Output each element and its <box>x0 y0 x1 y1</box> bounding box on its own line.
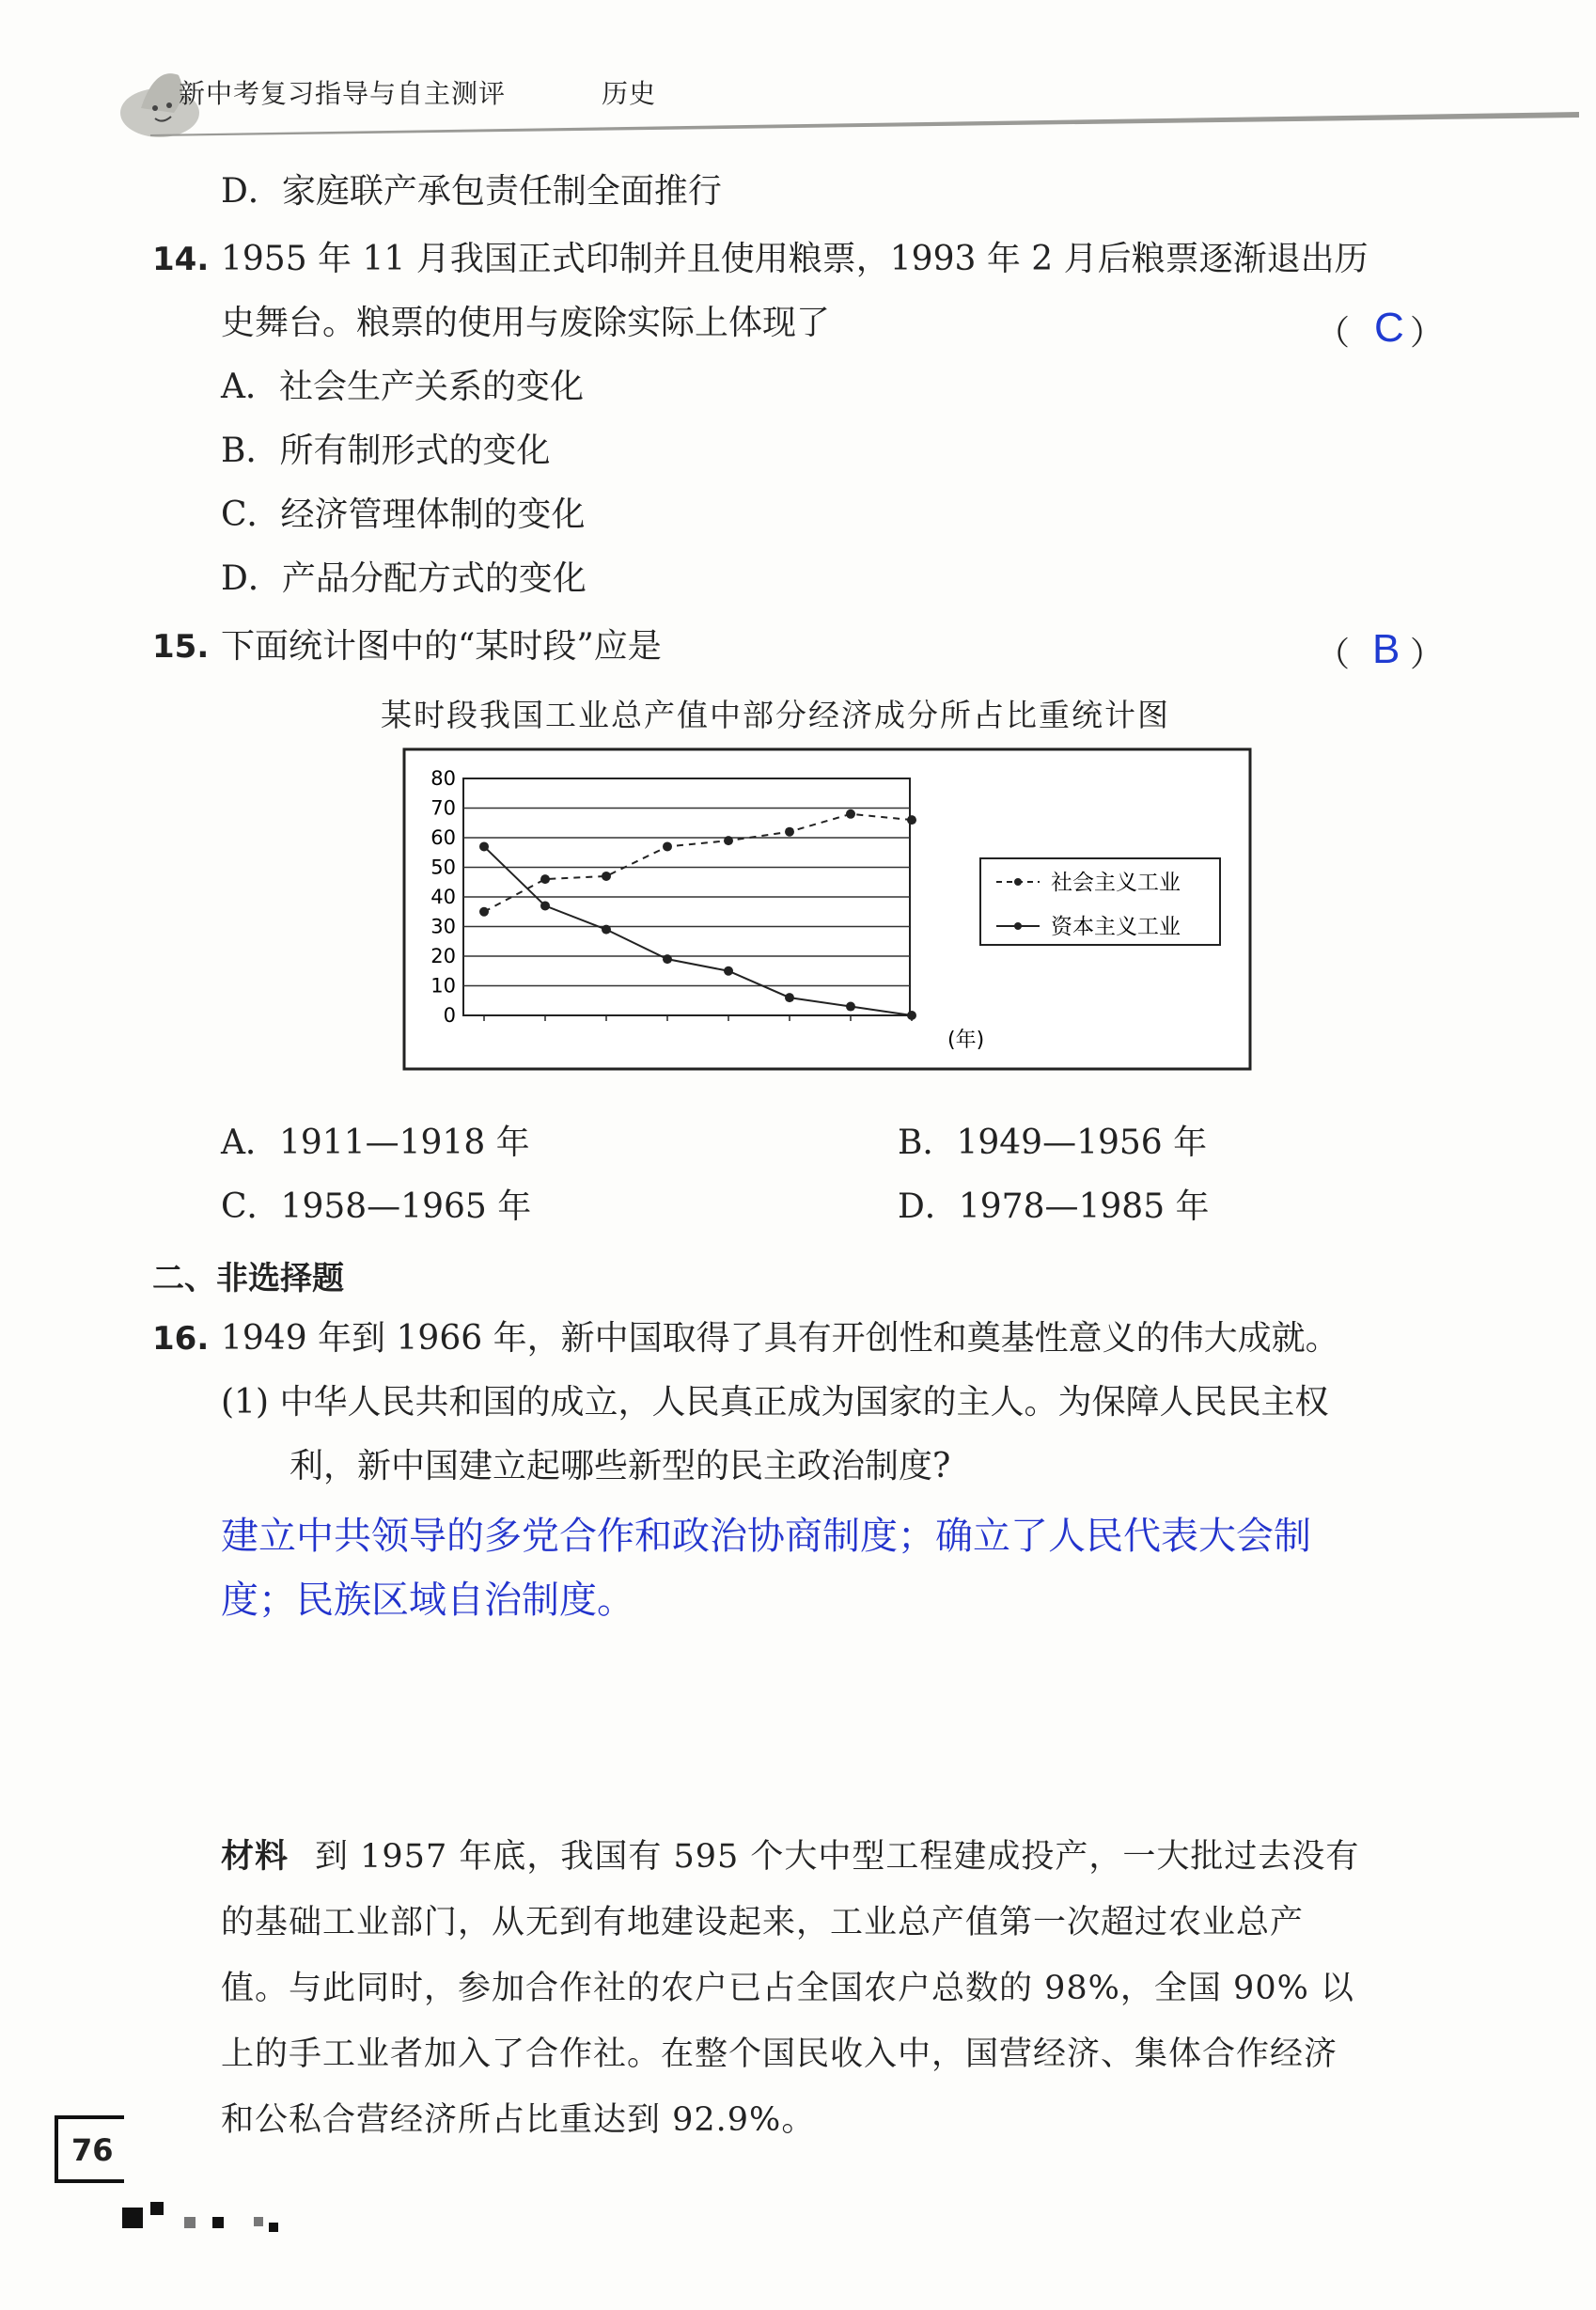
footer-decoration <box>122 2200 310 2238</box>
y-tick-label: 40 <box>430 886 456 908</box>
q13-option-d: D．家庭联产承包责任制全面推行 <box>221 172 722 211</box>
data-point-capitalist <box>724 966 733 976</box>
q16-answer-line1: 建立中共领导的多党合作和政治协商制度；确立了人民代表大会制 <box>221 1515 1311 1558</box>
q15-option-c: C．1958—1965 年 <box>221 1187 532 1226</box>
q15-paren-close: ） <box>1410 636 1445 674</box>
material-line5: 和公私合营经济所占比重达到 92.9%。 <box>221 2101 816 2139</box>
q14-stem-line1: 1955 年 11 月我国正式印制并且使用粮票，1993 年 2 月后粮票逐渐退出历 <box>221 240 1369 278</box>
subject-label: 历史 <box>602 78 657 109</box>
y-tick-label: 0 <box>443 1004 456 1027</box>
q16-stem: 1949 年到 1966 年，新中国取得了具有开创性和奠基性意义的伟大成就。 <box>221 1319 1339 1358</box>
q15-number: 15. <box>152 628 210 666</box>
data-point-capitalist <box>663 954 672 964</box>
data-point-socialist <box>724 836 733 845</box>
data-point-socialist <box>785 827 794 837</box>
header-rule <box>150 108 1579 136</box>
q14-paren-close: ） <box>1410 314 1445 353</box>
q15-option-d: D．1978—1985 年 <box>898 1187 1210 1226</box>
q15-option-a: A．1911—1918 年 <box>221 1124 530 1162</box>
q16-answer-line2: 度；民族区域自治制度。 <box>221 1579 634 1622</box>
y-tick-label: 10 <box>430 974 456 998</box>
legend-label-capitalist: 资本主义工业 <box>1051 915 1181 939</box>
material-label: 材料 <box>221 1838 289 1876</box>
material-line1 <box>221 1824 1359 1890</box>
y-tick-label: 70 <box>430 796 456 820</box>
q14-option-a: A．社会生产关系的变化 <box>221 368 584 406</box>
material-text-1: 到 1957 年底，我国有 595 个大中型工程建成投产，一大批过去没有 <box>315 1838 1360 1876</box>
y-tick-label: 80 <box>430 767 456 790</box>
data-point-socialist <box>479 907 489 917</box>
y-tick-label: 20 <box>430 945 456 967</box>
data-point-capitalist <box>846 1002 855 1012</box>
data-point-capitalist <box>479 841 489 851</box>
q16-number: 16. <box>152 1320 210 1358</box>
line-chart <box>402 747 1253 1072</box>
q16-sub1-line2: 利，新中国建立起哪些新型的民主政治制度? <box>289 1447 951 1485</box>
material-line4: 上的手工业者加入了合作社。在整个国民收入中，国营经济、集体合作经济 <box>221 2035 1338 2073</box>
data-point-socialist <box>907 815 916 825</box>
data-point-capitalist <box>907 1011 916 1020</box>
data-point-capitalist <box>602 925 611 935</box>
q15-paren-open: （ <box>1316 636 1351 674</box>
page-number-box <box>55 2115 124 2183</box>
material-line3: 值。与此同时，参加合作社的农户已占全国农户总数的 98%，全国 90% 以 <box>221 1970 1354 2007</box>
data-point-capitalist <box>785 993 794 1002</box>
q14-paren-open: （ <box>1316 314 1351 353</box>
q14-stem-line2: 史舞台。粮票的使用与废除实际上体现了 <box>221 304 831 342</box>
y-tick-label: 60 <box>430 826 456 849</box>
data-point-socialist <box>540 874 550 884</box>
x-axis-label: (年) <box>947 1029 985 1052</box>
section-title: 二、非选择题 <box>152 1260 344 1297</box>
data-point-socialist <box>663 841 672 851</box>
data-point-capitalist <box>540 901 550 910</box>
q14-option-c: C．经济管理体制的变化 <box>221 495 586 534</box>
legend-label-socialist: 社会主义工业 <box>1051 871 1181 895</box>
q14-answer: C <box>1374 305 1404 351</box>
material-line2: 的基础工业部门，从无到有地建设起来，工业总产值第一次超过农业总产 <box>221 1904 1305 1941</box>
q15-answer: B <box>1372 626 1400 672</box>
data-point-socialist <box>846 809 855 819</box>
book-title: 新中考复习指导与自主测评 <box>179 78 507 109</box>
legend-marker-socialist <box>1014 878 1022 886</box>
y-tick-label: 30 <box>430 915 456 938</box>
q14-option-b: B．所有制形式的变化 <box>221 432 551 470</box>
chart-title: 某时段我国工业总产值中部分经济成分所占比重统计图 <box>381 697 1170 733</box>
page-number: 76 <box>71 2132 114 2168</box>
q15-option-b: B．1949—1956 年 <box>898 1124 1208 1162</box>
legend-marker-capitalist <box>1014 922 1022 930</box>
legend <box>980 858 1220 945</box>
page-header <box>103 56 1579 141</box>
q16-sub1-line1: (1) 中华人民共和国的成立，人民真正成为国家的主人。为保障人民民主权 <box>221 1383 1329 1422</box>
q14-number: 14. <box>152 241 210 278</box>
data-point-socialist <box>602 872 611 881</box>
y-tick-label: 50 <box>430 856 456 879</box>
q15-stem: 下面统计图中的“某时段”应是 <box>221 627 662 666</box>
q14-option-d: D．产品分配方式的变化 <box>221 559 587 598</box>
